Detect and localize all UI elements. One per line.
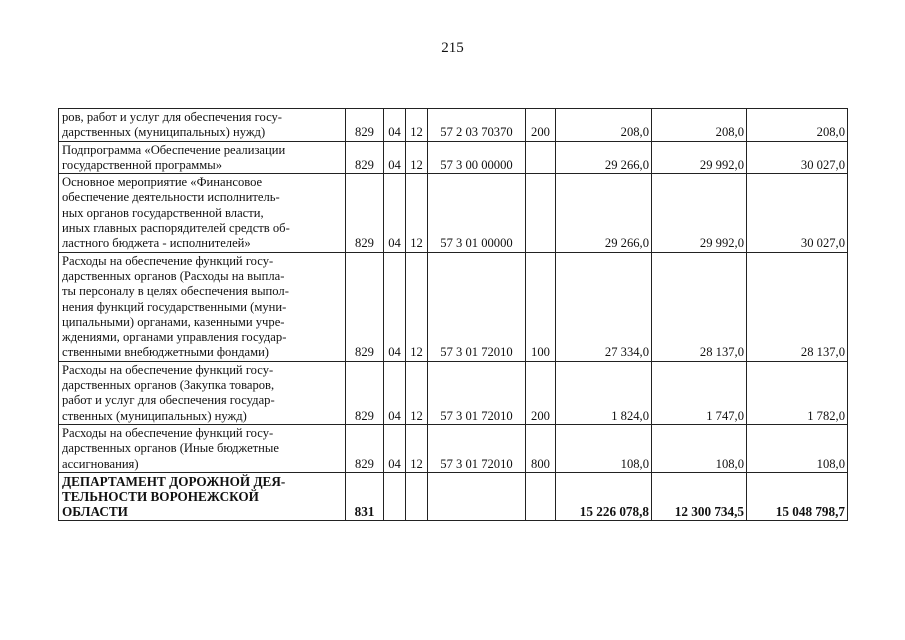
- page-number: 215: [441, 40, 464, 56]
- expense-type-code: 200: [526, 361, 556, 424]
- row-name-line: дарственных органов (Иные бюджетные: [62, 441, 279, 456]
- row-name-line: нения функций государственными (муни-: [62, 299, 287, 314]
- section-code: [384, 472, 406, 520]
- row-name-line: ДЕПАРТАМЕНТ ДОРОЖНОЙ ДЕЯ-: [62, 473, 286, 489]
- ministry-code: 829: [346, 174, 384, 252]
- table-body: [59, 109, 848, 521]
- subsection-code: 12: [406, 141, 428, 174]
- row-name-line: обеспечение деятельности исполнитель-: [62, 190, 280, 205]
- target-article-code: [428, 472, 526, 520]
- expense-type-code: 200: [526, 109, 556, 142]
- table-row: [59, 141, 848, 174]
- amount-year-3: 28 137,0: [747, 252, 848, 361]
- amount-year-3: 208,0: [747, 109, 848, 142]
- row-name-line: ты персоналу в целях обеспечения выпол-: [62, 284, 289, 299]
- row-name-line: дарственных органов (Расходы на выпла-: [62, 268, 285, 283]
- table-row: [59, 361, 848, 424]
- amount-year-1: 29 266,0: [556, 141, 652, 174]
- row-name-line: ОБЛАСТИ: [62, 504, 128, 520]
- row-name: [59, 109, 346, 142]
- ministry-code: 831: [346, 472, 384, 520]
- row-name-line: ассигнования): [62, 456, 139, 471]
- row-name-line: Подпрограмма «Обеспечение реализации: [62, 142, 286, 157]
- amount-year-1: 15 226 078,8: [556, 472, 652, 520]
- ministry-code: 829: [346, 424, 384, 472]
- section-code: 04: [384, 174, 406, 252]
- target-article-code: 57 3 00 00000: [428, 141, 526, 174]
- row-name: [59, 424, 346, 472]
- subsection-code: 12: [406, 252, 428, 361]
- amount-year-3: 30 027,0: [747, 174, 848, 252]
- amount-year-2: 108,0: [652, 424, 747, 472]
- table-row: [59, 472, 848, 520]
- expense-type-code: [526, 174, 556, 252]
- ministry-code: 829: [346, 361, 384, 424]
- subsection-code: 12: [406, 109, 428, 142]
- expense-type-code: [526, 141, 556, 174]
- row-name-line: Расходы на обеспечение функций госу-: [62, 253, 274, 268]
- expense-type-code: [526, 472, 556, 520]
- row-name-line: ных органов государственной власти,: [62, 205, 264, 220]
- row-name: [59, 252, 346, 361]
- row-name-line: ципальными) органами, казенными учре-: [62, 314, 285, 329]
- target-article-code: 57 3 01 72010: [428, 361, 526, 424]
- row-name-line: ластного бюджета - исполнителей»: [62, 236, 251, 251]
- row-name: [59, 361, 346, 424]
- row-name: [59, 141, 346, 174]
- target-article-code: 57 3 01 72010: [428, 424, 526, 472]
- row-name-line: Расходы на обеспечение функций госу-: [62, 362, 274, 377]
- table-row: [59, 252, 848, 361]
- subsection-code: 12: [406, 174, 428, 252]
- table-row: [59, 424, 848, 472]
- row-name-line: дарственных (муниципальных) нужд): [62, 125, 266, 140]
- amount-year-3: 30 027,0: [747, 141, 848, 174]
- amount-year-1: 208,0: [556, 109, 652, 142]
- section-code: 04: [384, 252, 406, 361]
- row-name-line: дарственных органов (Закупка товаров,: [62, 378, 275, 393]
- row-name: [59, 472, 346, 520]
- target-article-code: 57 3 01 00000: [428, 174, 526, 252]
- table-row: [59, 174, 848, 252]
- subsection-code: [406, 472, 428, 520]
- amount-year-1: 108,0: [556, 424, 652, 472]
- expense-type-code: 100: [526, 252, 556, 361]
- ministry-code: 829: [346, 141, 384, 174]
- budget-table: [58, 108, 848, 521]
- section-code: 04: [384, 109, 406, 142]
- row-name-line: ственных (муниципальных) нужд): [62, 408, 247, 423]
- amount-year-2: 208,0: [652, 109, 747, 142]
- amount-year-3: 1 782,0: [747, 361, 848, 424]
- row-name-line: ТЕЛЬНОСТИ ВОРОНЕЖСКОЙ: [62, 489, 259, 505]
- table-row: [59, 109, 848, 142]
- amount-year-2: 28 137,0: [652, 252, 747, 361]
- amount-year-2: 29 992,0: [652, 174, 747, 252]
- row-name: [59, 174, 346, 252]
- subsection-code: 12: [406, 361, 428, 424]
- section-code: 04: [384, 141, 406, 174]
- row-name-line: иных главных распорядителей средств об-: [62, 221, 290, 236]
- amount-year-3: 108,0: [747, 424, 848, 472]
- expense-type-code: 800: [526, 424, 556, 472]
- subsection-code: 12: [406, 424, 428, 472]
- target-article-code: 57 2 03 70370: [428, 109, 526, 142]
- amount-year-1: 27 334,0: [556, 252, 652, 361]
- amount-year-3: 15 048 798,7: [747, 472, 848, 520]
- section-code: 04: [384, 361, 406, 424]
- row-name-line: ров, работ и услуг для обеспечения госу-: [62, 110, 282, 124]
- ministry-code: 829: [346, 252, 384, 361]
- row-name-line: Расходы на обеспечение функций госу-: [62, 425, 274, 440]
- amount-year-2: 29 992,0: [652, 141, 747, 174]
- row-name-line: работ и услуг для обеспечения государ-: [62, 393, 275, 408]
- amount-year-1: 29 266,0: [556, 174, 652, 252]
- ministry-code: 829: [346, 109, 384, 142]
- row-name-line: Основное мероприятие «Финансовое: [62, 175, 263, 190]
- row-name-line: ждениями, органами управления государ-: [62, 330, 287, 345]
- amount-year-2: 12 300 734,5: [652, 472, 747, 520]
- target-article-code: 57 3 01 72010: [428, 252, 526, 361]
- row-name-line: государственной программы»: [62, 157, 222, 172]
- section-code: 04: [384, 424, 406, 472]
- amount-year-2: 1 747,0: [652, 361, 747, 424]
- amount-year-1: 1 824,0: [556, 361, 652, 424]
- row-name-line: ственными внебюджетными фондами): [62, 345, 269, 360]
